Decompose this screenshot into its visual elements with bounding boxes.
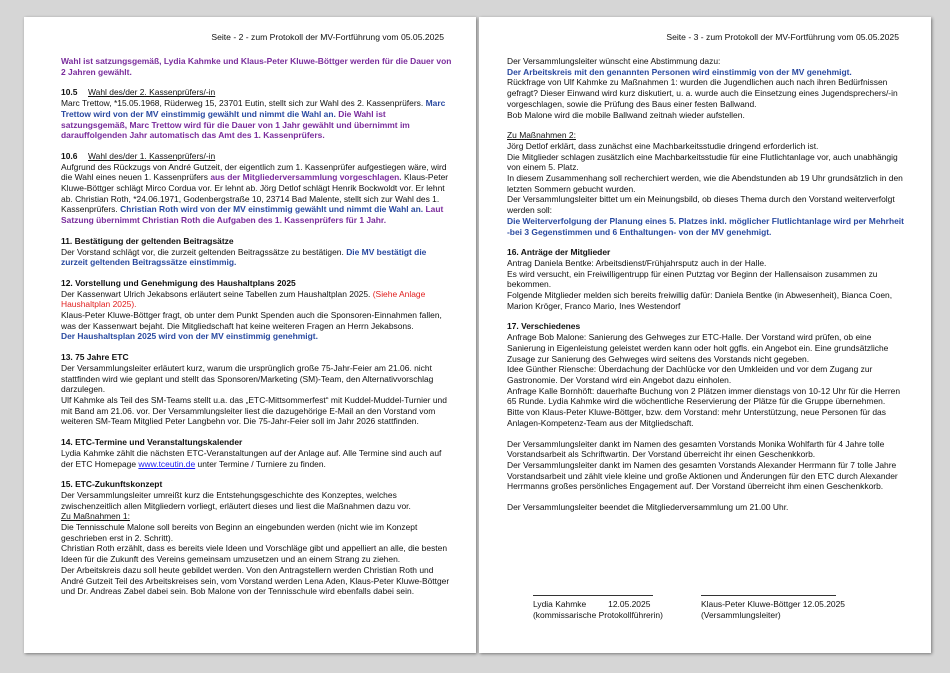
subsection-heading [61,87,453,98]
paragraph: Bitte von Klaus-Peter Kluwe-Böttger, bzw. dem Vorstand: mehr Unterstützung, neue Personen für das Anlagen-Kompetenz-Team aus der Mitgliedschaft. [507,407,886,428]
decision-text: Der Arbeitskreis mit den genannten Personen wird einstimmig von der MV genehmigt. [507,66,852,77]
signer-role: (Versammlungsleiter) [701,609,781,620]
paragraph: Folgende Mitglieder melden sich bereits freiwillig dafür: Daniela Bentke (in Abwesenheit), Bianca Coen, Marion Kröger, Franco Mario, Ines Westendorf [507,290,893,311]
page-2 [24,17,476,653]
subsection-title: Wahl des/der 1. Kassenprüfers/-in [88,150,216,161]
text: Lydia Kahmke zählt die nächsten ETC-Veranstaltungen auf der Anlage auf. Alle Termine sind auch auf der ETC Homepage [61,447,442,469]
text: Der Kassenwart Ulrich Jekabsons erläutert seine Tabellen zum Haushaltplan 2025. [61,288,371,299]
paragraph: Klaus-Peter Kluwe-Böttger fragt, ob unter dem Punkt Spenden auch die Sponsoren-Einnahmen fallen, was der Kassenwart bejaht. Die Mitgliedschaft hat keine weiteren Fragen an Herrn Jekabsons. [61,310,442,331]
closing-statement: Der Versammlungsleiter beendet die Mitgliederversammlung um 21.00 Uhr. [507,502,789,513]
text: Klaus-Peter Kluwe-Böttger schlägt Mirco Cordua vor. Er lehnt ab. Jörg Detlof schlägt Henrik Bockwoldt vor. Er lehnt ab. Christian Roth, *24.06.1971, Godenbergstraße 10, 23714 Bad Malente, stellt sich zur Wahl des 1. Kassenprüfers. [61,172,449,215]
page-body [61,56,453,597]
section-heading: 12. Vorstellung und Genehmigung des Haushaltplans 2025 [61,277,296,288]
page-header: Seite - 3 - zum Protokoll der MV-Fortführung vom 05.05.2025 [666,32,899,42]
decision-text: Christian Roth wird von der MV einstimmig gewählt und nimmt die Wahl an. [120,204,424,215]
decision-text: Der Haushaltsplan 2025 wird von der MV einstimmig genehmigt. [61,331,318,342]
paragraph: Es wird versucht, ein Freiwilligentrupp für einen Putztag vor Beginn der Hallensaison zusammen zu bekommen. [507,268,878,290]
subsection-number: 10.6 [61,150,78,161]
paragraph: Antrag Daniela Bentke: Arbeitsdienst/Frühjahrsputz auch in der Halle. [507,257,767,268]
paragraph: Ulf Kahmke als Teil des SM-Teams stellt u.a. das „ETC-Mittsommerfest“ mit Kuddel-Muddel-Turnier und mit Band am 21.06. vor. Der Versammlungsleiter liest die dazugehörige E-Mail an den Vorstand vom weiteren SM-Team Mitglied Peter Langbehn vor. Die 75-Jahr-Feier soll im Jahr 2026 stattfinden. [61,394,447,427]
section-heading: 15. ETC-Zukunftskonzept [61,479,163,490]
result-text: Wahl ist satzungsgemäß, Lydia Kahmke und Klaus-Peter Kluwe-Böttger werden für die Dauer von 2 Jahren gewählt. [61,56,452,77]
signer-name-date: Klaus-Peter Kluwe-Böttger 12.05.2025 [701,599,845,609]
subheading: Zu Maßnahmen 1: [61,511,130,522]
paragraph [61,448,453,469]
decision-text: Marc Trettow wird von der MV einstimmig gewählt und nimmt die Wahl an. [61,98,446,119]
paragraph: Christian Roth erzählt, dass es bereits viele Ideen und Vorschläge gibt und appelliert an alle, die besten Ideen für die Zukunft des Vereins gemeinsam umzusetzen und an einem Strang zu ziehen. [61,543,448,565]
paragraph: Der Arbeitskreis dazu soll heute gebildet werden. Von den Antragstellern werden Christian Roth und André Gutzeit Teil des Arbeitskreises sein, vom Vorstand werden Lena Aden, Klaus-Peter Kluwe-Böttger und Dr. Andreas Zabel dabei sein. Bob Malone von der Tennisschule wird ebenfalls dabei sein. [61,564,450,597]
signature-block-left [533,595,663,620]
signer-role: (kommissarische Protokollführerin) [533,609,663,620]
page-header: Seite - 2 - zum Protokoll der MV-Fortführung vom 05.05.2025 [211,32,444,42]
result-text: aus der Mitgliederversammlung vorgeschlagen. [210,172,402,183]
paragraph: Der Versammlungsleiter erläutert kurz, warum die ursprünglich große 75-Jahr-Feier am 21.06. nicht stattfinden wird wie geplant und stellt das Sponsoren/Marketing (SM)-Team, den Alternativvorschlag darzulegen. [61,362,434,395]
paragraph [61,162,453,226]
signer-name: Lydia Kahmke [533,599,587,609]
signature-line [533,595,653,596]
paragraph: Der Versammlungsleiter bittet um ein Meinungsbild, ob dieses Thema durch den Vorstand weiterverfolgt werden soll: [507,194,895,216]
paragraph [61,289,453,310]
paragraph: Idee Günther Riensche: Überdachung der Dachlücke vor den Umkleiden und vor dem Zugang zur Gastronomie. Der Vorstand wird ein Angebot dazu einholen. [507,364,873,385]
paragraph: Die Mitglieder schlagen zusätzlich eine Machbarkeitsstudie für eine Flutlichtanlage vor, auch unabhängig von einem 5. Platz. [507,151,898,173]
paragraph [61,247,453,268]
text: Aufgrund des Rückzugs von André Gutzeit, der eigentlich zum 1. Kassenprüfer aufgestiegen wäre, wird die Wahl eines neuen 1. Kassenprüfers [61,161,447,183]
subheading: Zu Maßnahmen 2: [507,130,576,141]
signature-name-date [533,599,663,610]
paragraph: Bob Malone wird die mobile Ballwand zeitnah wieder aufstellen. [507,109,745,120]
section-heading: 14. ETC-Termine und Veranstaltungskalender [61,437,243,448]
paragraph: Rückfrage von Ulf Kahmke zu Maßnahmen 1: wurden die Jugendlichen auch nach ihren Bedürfnissen gefragt? Dieser Einwand wird kurz diskutiert, u. a. wurde auch die Einsetzung eines Jugendsprechers/-in vorgeschlagen, sowie die Prüfung des Baus einer festen Ballwand. [507,77,898,109]
section-heading: 13. 75 Jahre ETC [61,352,129,363]
signature-line [701,595,836,596]
result-text: Die Wahl ist satzungsgemäß, Marc Trettow wird für die Dauer von 1 Jahr gewählt und übernimmt im darauffolgenden Jahr automatisch das Amt des 1. Kassenprüfers. [61,108,410,141]
page-3 [479,17,931,653]
signature-block-right [701,595,845,620]
attachment-reference: (Siehe Anlage Haushaltplan 2025). [61,288,426,310]
decision-text: Die Weiterverfolgung der Planung eines 5. Platzes inkl. möglicher Flutlichtanlage wird per Mehrheit -bei 3 Gegenstimmen und 6 Enthaltungen- von der MV genehmigt. [507,215,904,237]
decision-text: Die MV bestätigt die zurzeit geltenden Beitragssätze einstimmig. [61,246,427,268]
paragraph: Anfrage Kalle Bornhöft: dauerhafte Buchung von 2 Plätzen immer dienstags von 10-12 Uhr für die Herren 65 Runde. Lydia Kahmke wird die wöchentliche Reservierung der Plätze für die Gruppe übernehmen. [507,385,901,407]
paragraph: Jörg Detlof erklärt, dass zunächst eine Machbarkeitsstudie dringend erforderlich ist. [507,140,819,151]
section-heading: 17. Verschiedenes [507,321,581,332]
paragraph: Die Tennisschule Malone soll bereits von Beginn an eingebunden werden (nicht wie im Konzept geschrieben erst in 2. Schritt). [61,522,418,543]
signature-date: 12.05.2025 [608,599,651,609]
text: unter Termine / Turniere zu finden. [197,458,326,469]
text: Der Vorstand schlägt vor, die zurzeit geltenden Beitragssätze zu bestätigen. [61,246,344,257]
paragraph [61,98,453,141]
subsection-number: 10.5 [61,87,78,98]
paragraph: Der Versammlungsleiter dankt im Namen des gesamten Vorstands Monika Wohlfarth für 4 Jahre tolle Vorstandsarbeit als Schriftwartin. Der Vorstand überreicht ihr einen Geschenkkorb. [507,438,885,460]
homepage-link[interactable]: www.tceutin.de [138,458,196,469]
result-text: Laut Satzung übernimmt Christian Roth die Aufgaben des 1. Kassenprüfers für 1 Jahr. [61,204,444,226]
page-body [507,56,907,513]
paragraph: Der Versammlungsleiter dankt im Namen des gesamten Vorstands Alexander Herrmann für 7 tolle Jahre Vorstandsarbeit und zählt viele kleine und große Aktionen und Änderungen für den ETC durch Alexander Herrmanns großes persönliches Engagement auf. Der Vorstand überreicht ihm einen Geschenkkorb. [507,459,898,492]
subsection-heading [61,151,453,162]
paragraph: In diesem Zusammenhang soll recherchiert werden, wie die Abendstunden ab 19 Uhr grundsätzlich in den letzten Sommern gebucht wurden. [507,173,903,194]
subsection-title: Wahl des/der 2. Kassenprüfers/-in [88,87,216,98]
paragraph: Der Versammlungsleiter wünscht eine Abstimmung dazu: [507,56,721,66]
section-heading: 16. Anträge der Mitglieder [507,247,611,258]
paragraph: Anfrage Bob Malone: Sanierung des Gehweges zur ETC-Halle. Der Vorstand wird prüfen, ob eine Sanierung in Eigenleistung geleistet werden kann oder holt ggfls. ein Angebot ein. Eine grundsätzliche Zusage zur Sanierung des Gehweges wird seitens des Vorstands nicht gegeben. [507,332,889,364]
text: Marc Trettow, *15.05.1968, Rüderweg 15, 23701 Eutin, stellt sich zur Wahl des 2. Kassenprüfers. [61,98,424,109]
section-heading: 11. Bestätigung der geltenden Beitragsätze [61,235,234,246]
paragraph: Der Versammlungsleiter umreißt kurz die Entstehungsgeschichte des Konzeptes, welches zwischenzeitlich allen Mitgliedern vorliegt, erläutert dieses und liest die Maßnahmen dazu vor. [61,489,411,511]
